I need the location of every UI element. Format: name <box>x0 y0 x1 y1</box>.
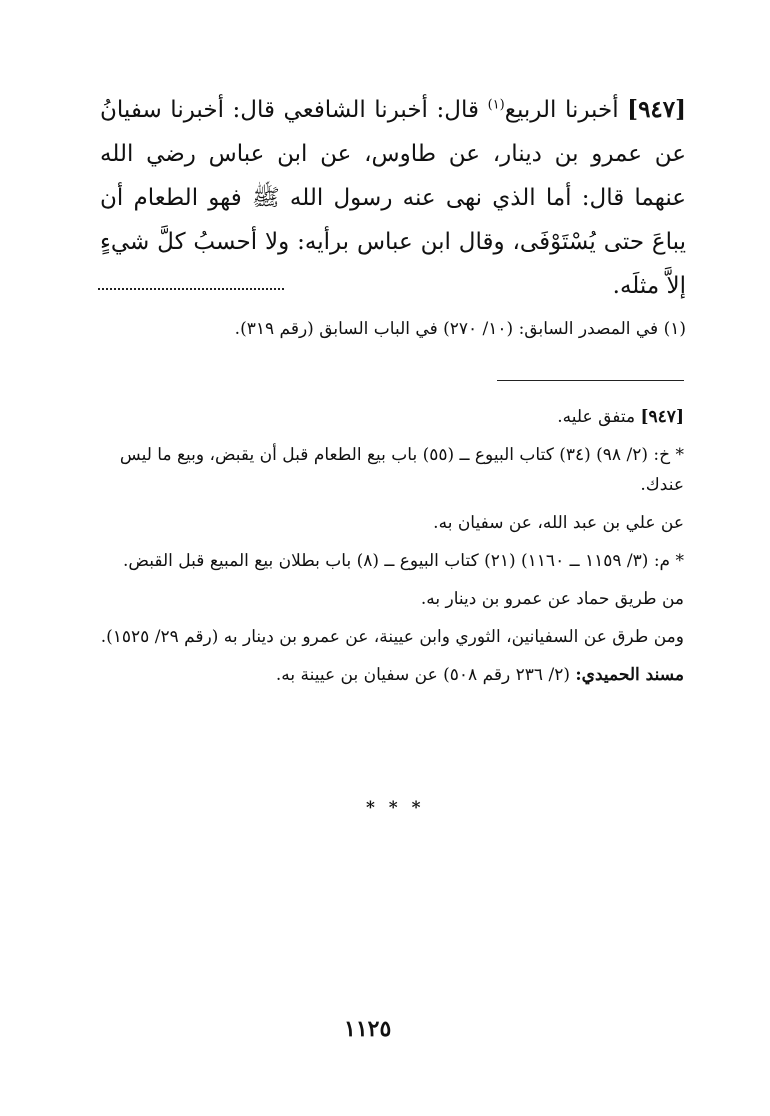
page-number: ١١٢٥ <box>344 1016 392 1042</box>
note-bukhari-chain: عن علي بن عبد الله، عن سفيان به. <box>433 513 684 533</box>
note-muslim: * م: (٣/ ١١٥٩ ــ ١١٦٠) (٢١) كتاب البيوع ــ (٨) باب بطلان بيع المبيع قبل القبض. <box>123 551 684 571</box>
note-other-routes: ومن طرق عن السفيانين، الثوري وابن عيينة، عن عمرو بن دينار به (رقم ٢٩/ ١٥٢٥). <box>100 627 684 647</box>
notes-separator <box>497 380 684 381</box>
humaydi-ref: (٢/ ٢٣٦ رقم ٥٠٨) عن سفيان بن عيينة به. <box>275 665 570 685</box>
hadith-lead: أخبرنا الربيع <box>504 97 619 123</box>
footnote-1: (١) في المصدر السابق: (١٠/ ٢٧٠) في الباب السابق (رقم ٣١٩). <box>234 319 686 339</box>
section-stars: * * * <box>366 798 425 818</box>
notes-heading <box>92 402 684 432</box>
hadith-text <box>100 88 686 308</box>
main-text-block <box>100 88 686 308</box>
note-muslim-chain: من طريق حماد عن عمرو بن دينار به. <box>420 589 684 609</box>
notes-status: متفق عليه. <box>557 407 636 427</box>
notes-number: [٩٤٧] <box>640 407 684 427</box>
note-bukhari: * خ: (٢/ ٩٨) (٣٤) كتاب البيوع ــ (٥٥) باب بيع الطعام قبل أن يقبض، وبيع ما ليس عندك. <box>119 445 684 495</box>
footnote-ref[interactable]: (١) <box>487 97 505 113</box>
takhrij-notes <box>92 402 684 698</box>
footnote-separator <box>98 288 284 290</box>
note-humaydi <box>92 660 684 690</box>
humaydi-label: مسند الحميدي: <box>575 665 684 685</box>
hadith-number: [٩٤٧] <box>627 96 687 123</box>
hadith-body: قال: أخبرنا الشافعي قال: أخبرنا سفيانُ عن عمرو بن دينار، عن طاوس، عن ابن عباس رضي الله عنهما قال: أما الذي نهى عنه رسول الله ﷺ فهو الطعام أن يباعَ حتى يُسْتَوْفَى، وقال ابن عباس برأيه: ولا أحسبُ كلَّ شيءٍ إلاَّ مثلَه. <box>100 97 686 299</box>
